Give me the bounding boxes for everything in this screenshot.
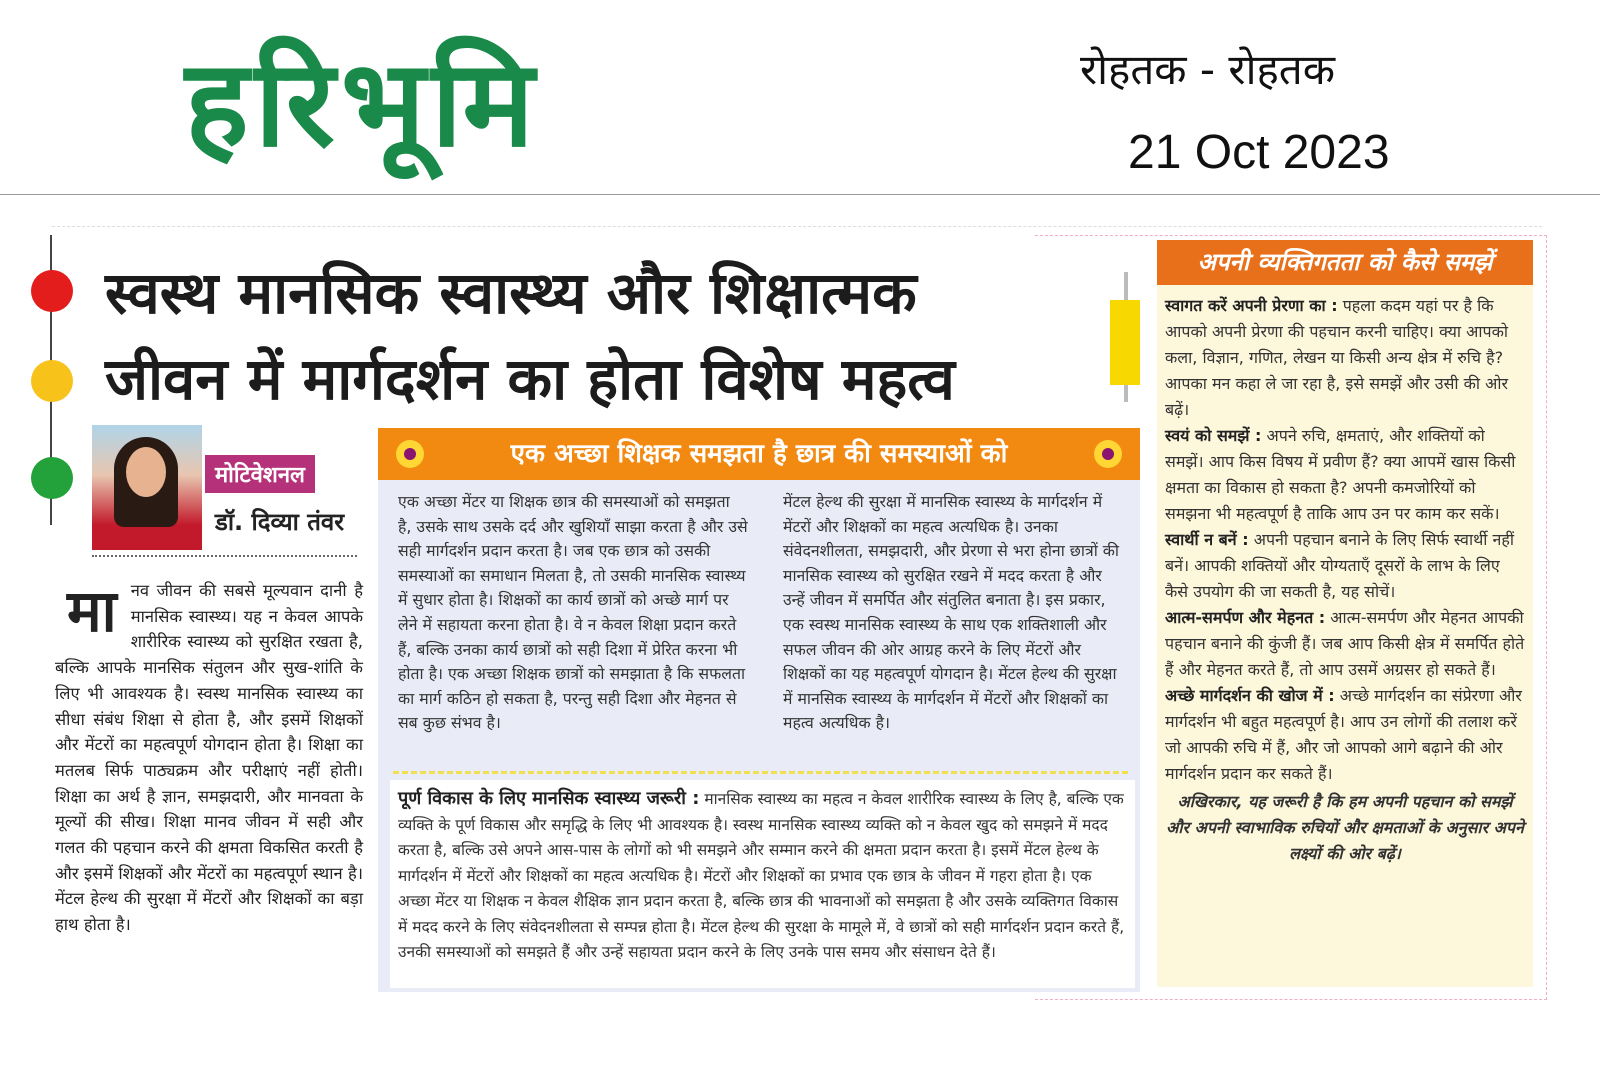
- feature-column-2: मेंटल हेल्थ की सुरक्षा में मानसिक स्वास्थ्य के मार्गदर्शन में मेंटरों और शिक्षकों का महत्व अत्यधिक है। उनका संवेदनशीलता, समझदारी, और प्रेरणा से भरा होना छात्रों की मानसिक स्वास्थ्य को सुरक्षित रखने में मदद करता है और उन्हें जीवन में समर्पित और संतुलित बनाता है। इस प्रकार, एक स्वस्थ मानसिक स्वास्थ्य के साथ एक शक्तिशाली और सफल जीवन की ओर आग्रह करने के लिए मेंटरों और शिक्षकों का यह महत्वपूर्ण योगदान है। मेंटल हेल्थ की सुरक्षा में मानसिक स्वास्थ्य के मार्गदर्शन में मेंटरों और शिक्षकों का महत्व अत्यधिक है।: [783, 492, 1120, 733]
- decorative-yellow-bar: [1110, 300, 1140, 385]
- headline-line: स्वस्थ मानसिक स्वास्थ्य और शिक्षात्मक: [105, 259, 917, 327]
- sidebar-item: [1165, 683, 1525, 787]
- sidebar-item-text: आत्म-समर्पण और मेहनत आपकी पहचान बनाने की कुंजी हैं। जब आप किसी क्षेत्र में समर्पित होते हैं और मेहनत करते हैं, तो आप उसमें अग्रसर हो सकते हैं।: [1165, 608, 1525, 679]
- sidebar-item: [1165, 423, 1525, 527]
- sidebar-item-heading: आत्म-समर्पण और मेहनत :: [1165, 608, 1326, 627]
- sidebar-item-text: अपने रुचि, क्षमताएं, और शक्तियों को समझें। आप किस विषय में प्रवीण हैं? क्या आपमें खास किसी क्षमता का विकास हो सकता है? अपनी कमजोरियों को समझना भी महत्वपूर्ण है ताकि आप उन पर काम कर सकें।: [1165, 426, 1516, 523]
- green-light-icon: [31, 457, 73, 499]
- column-tag: मोटिवेशनल: [205, 455, 315, 493]
- sidebar-item-text: अपनी पहचान बनाने के लिए सिर्फ स्वार्थी नहीं बनें। आपकी शक्तियों और योग्यताएँ दूसरों के लाभ के लिए कैसे उपयोग की जा सकती है, यह सोचें।: [1165, 530, 1515, 601]
- author-photo: [92, 425, 202, 550]
- header-divider: [0, 194, 1600, 195]
- sidebar-conclusion: अखिरकार, यह जरूरी है कि हम अपनी पहचान को समझें और अपनी स्वाभाविक रुचियों और क्षमताओं के अनुसार अपने लक्ष्यों की ओर बढ़ें।: [1166, 792, 1524, 863]
- feature-column-1: एक अच्छा मेंटर या शिक्षक छात्र की समस्याओं को समझता है, उसके साथ उसके दर्द और खुशियाँ साझा करता है और उसे सही मार्गदर्शन प्रदान करता है। जब एक छात्र को उसकी समस्याओं का समाधान मिलता है, तो उसकी मानसिक स्वास्थ्य में सुधार होता है। शिक्षकों का कार्य छात्रों को अच्छे मार्ग पर लेने में सहायता करना होता है। वे न केवल शिक्षा प्रदान करते हैं, बल्कि उनका कार्य छात्रों को सही दिशा में प्रेरित करना भी होता है। एक अच्छा शिक्षक छात्रों को समझाता है कि सफलता का मार्ग कठिन हो सकता है, परन्तु सही दिशा और मेहनत से सब कुछ संभव है।: [398, 492, 748, 733]
- newspaper-logo: हरिभूमि: [185, 35, 541, 174]
- lower-heading: पूर्ण विकास के लिए मानसिक स्वास्थ्य जरूरी :: [398, 788, 700, 809]
- bullet-icon: [396, 440, 424, 468]
- sidebar-item-heading: स्वार्थी न बनें :: [1165, 530, 1249, 549]
- sidebar-item-heading: स्वागत करें अपनी प्रेरणा का :: [1165, 296, 1338, 315]
- sidebar-box: [1157, 240, 1533, 987]
- sidebar-item-heading: अच्छे मार्गदर्शन की खोज में :: [1165, 686, 1335, 705]
- sidebar-item-heading: स्वयं को समझें :: [1165, 426, 1262, 445]
- sidebar-item: [1165, 605, 1525, 683]
- lower-section: [390, 780, 1135, 988]
- byline-divider: [92, 555, 357, 557]
- feature-banner: [378, 428, 1140, 480]
- edition-label: रोहतक - रोहतक: [1080, 45, 1335, 94]
- yellow-light-icon: [31, 360, 73, 402]
- bullet-icon: [1094, 440, 1122, 468]
- article-headline: [105, 250, 1105, 422]
- publication-date: 21 Oct 2023: [1128, 126, 1390, 179]
- sidebar-item: [1165, 293, 1525, 423]
- article-top-border: [52, 226, 1542, 227]
- author-name: डॉ. दिव्या तंवर: [215, 508, 345, 536]
- sidebar-title: अपनी व्यक्तिगतता को कैसे समझें: [1157, 240, 1533, 285]
- article-intro: [55, 578, 363, 938]
- sidebar-item: [1165, 527, 1525, 605]
- lower-text: मानसिक स्वास्थ्य का महत्व न केवल शारीरिक स्वास्थ्य के लिए है, बल्कि एक व्यक्ति के पूर्ण विकास और समृद्धि के लिए भी आवश्यक है। स्वस्थ मानसिक स्वास्थ्य व्यक्ति को न केवल खुद को समझने में मदद करता है, बल्कि उसे अपने आस-पास के लोगों को भी समझने और सम्मान करने की क्षमता प्रदान करता है। इसमें मेंटल हेल्थ के मार्गदर्शन में मेंटरों और शिक्षकों का महत्व अत्यधिक है। मेंटरों और शिक्षकों का प्रभाव एक छात्र के जीवन में गहरा होता है। एक अच्छा मेंटर या शिक्षक न केवल शैक्षिक ज्ञान प्रदान करता है, बल्कि छात्र की भावनाओं को समझता है और उसके व्यक्तिगत विकास में मदद करने के लिए संवेदनशीलता से सम्पन्न होता है। मेंटल हेल्थ की सुरक्षा के मामूले में, वे छात्रों को सही मार्गदर्शन प्रदान करते हैं, उनकी समस्याओं को समझते हैं और उन्हें सहायता प्रदान करने के लिए उनके पास समय और संसाधन देते हैं।: [398, 790, 1125, 961]
- feature-box: [378, 428, 1140, 992]
- drop-cap: मा: [67, 577, 117, 645]
- headline-line: जीवन में मार्गदर्शन का होता विशेष महत्व: [105, 345, 955, 413]
- banner-title: एक अच्छा शिक्षक समझता है छात्र की समस्याओं को: [510, 439, 1008, 469]
- sidebar-item-text: पहला कदम यहां पर है कि आपको अपनी प्रेरणा की पहचान करनी चाहिए। क्या आपको कला, विज्ञान, गणित, लेखन या किसी अन्य क्षेत्र में रुचि है? आपका मन कहा ले जा रहा है, इसे समझें और उसी की ओर बढ़ें।: [1165, 296, 1509, 419]
- sidebar-item-text: अच्छे मार्गदर्शन का संप्रेरणा और मार्गदर्शन भी बहुत महत्वपूर्ण है। आप उन लोगों की तलाश करें जो आपकी रुचि में हैं, और जो आपको आगे बढ़ाने की ओर मार्गदर्शन प्रदान कर सकते हैं।: [1165, 686, 1522, 783]
- red-light-icon: [31, 270, 73, 312]
- sidebar-body: [1157, 285, 1533, 867]
- intro-text: नव जीवन की सबसे मूल्यवान दानी है मानसिक स्वास्थ्य। यह न केवल आपके शारीरिक स्वास्थ्य को सुरक्षित रखता है, बल्कि आपके मानसिक संतुलन और सुख-शांति के लिए भी आवश्यक है। स्वस्थ मानसिक स्वास्थ्य का सीधा संबंध शिक्षा से होता है, और इसमें शिक्षकों और मेंटरों का महत्वपूर्ण योगदान होता है। शिक्षा का मतलब सिर्फ पाठ्यक्रम और परीक्षाएं नहीं होती। शिक्षा का अर्थ है ज्ञान, समझदारी, और मानवता के मूल्यों की सीख। शिक्षा मानव जीवन में सही और गलत की पहचान करने की क्षमता विकसित करती है और इसमें शिक्षकों और मेंटरों का महत्वपूर्ण स्थान है। मेंटल हेल्थ की सुरक्षा में मेंटरों और शिक्षकों का बड़ा हाथ होता है।: [55, 581, 363, 935]
- dashed-divider: [393, 771, 1128, 774]
